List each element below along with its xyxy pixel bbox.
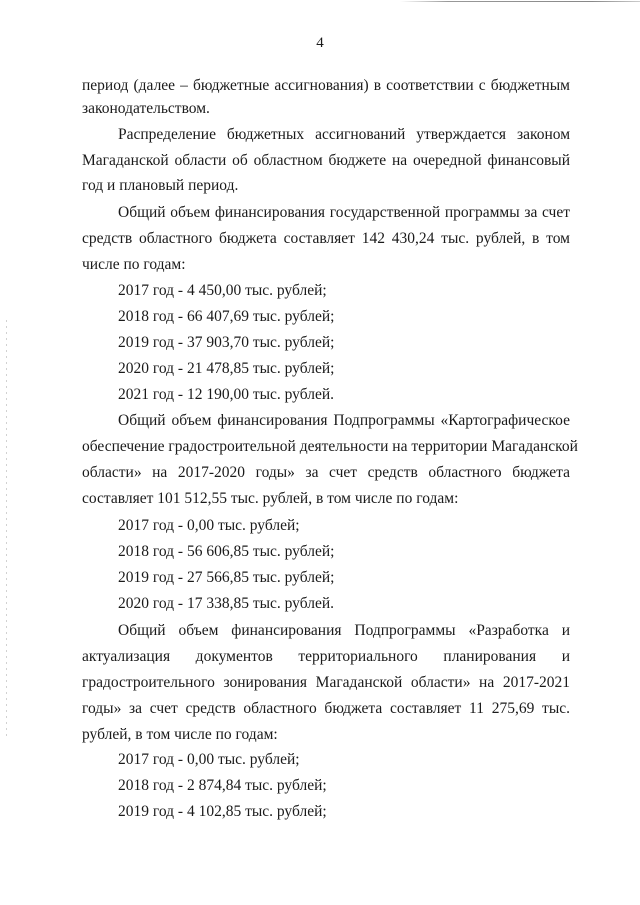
- year-amount-item: 2019 год - 37 903,70 тыс. рублей;: [118, 334, 335, 351]
- text-line: Магаданской области об областном бюджете на очередной финансовый: [82, 152, 570, 169]
- year-amount-item: 2020 год - 17 338,85 тыс. рублей.: [118, 595, 335, 612]
- paragraph-start-line: Общий объем финансирования государственной программы за счет: [118, 204, 570, 221]
- paragraph-start-line: Распределение бюджетных ассигнований утверждается законом: [118, 126, 570, 143]
- text-line: период (далее – бюджетные ассигнования) в соответствии с бюджетным: [82, 77, 570, 94]
- text-line: актуализация документов территориального планирования и: [82, 648, 570, 665]
- year-amount-item: 2019 год - 4 102,85 тыс. рублей;: [118, 803, 327, 820]
- text-line: числе по годам:: [82, 256, 186, 273]
- paragraph-start-line: Общий объем финансирования Подпрограммы «Разработка и: [118, 622, 570, 639]
- paragraph-start-line: Общий объем финансирования Подпрограммы «Картографическое: [118, 412, 570, 429]
- text-line: области» на 2017-2020 годы» за счет средств областного бюджета: [82, 464, 570, 481]
- scan-artifact-left-edge: [6, 320, 7, 740]
- year-amount-item: 2017 год - 4 450,00 тыс. рублей;: [118, 282, 327, 299]
- year-amount-item: 2021 год - 12 190,00 тыс. рублей.: [118, 386, 335, 403]
- year-amount-item: 2020 год - 21 478,85 тыс. рублей;: [118, 360, 335, 377]
- year-amount-item: 2018 год - 66 407,69 тыс. рублей;: [118, 308, 335, 325]
- year-amount-item: 2017 год - 0,00 тыс. рублей;: [118, 751, 300, 768]
- text-line: законодательством.: [82, 100, 210, 117]
- year-amount-item: 2017 год - 0,00 тыс. рублей;: [118, 517, 300, 534]
- page-number: 4: [316, 35, 324, 51]
- year-amount-item: 2018 год - 56 606,85 тыс. рублей;: [118, 543, 335, 560]
- text-line: составляет 101 512,55 тыс. рублей, в том числе по годам:: [82, 490, 459, 507]
- scan-artifact-top-line: [400, 1, 640, 2]
- year-amount-item: 2019 год - 27 566,85 тыс. рублей;: [118, 569, 335, 586]
- text-line: год и плановый период.: [82, 177, 239, 194]
- text-line: годы» за счет средств областного бюджета составляет 11 275,69 тыс.: [82, 700, 570, 717]
- text-line: средств областного бюджета составляет 142 430,24 тыс. рублей, в том: [82, 230, 570, 247]
- text-line: обеспечение градостроительной деятельности на территории Магаданской: [82, 438, 578, 455]
- text-line: градостроительного зонирования Магаданской области» на 2017-2021: [82, 674, 570, 691]
- text-line: рублей, в том числе по годам:: [82, 726, 278, 743]
- year-amount-item: 2018 год - 2 874,84 тыс. рублей;: [118, 777, 327, 794]
